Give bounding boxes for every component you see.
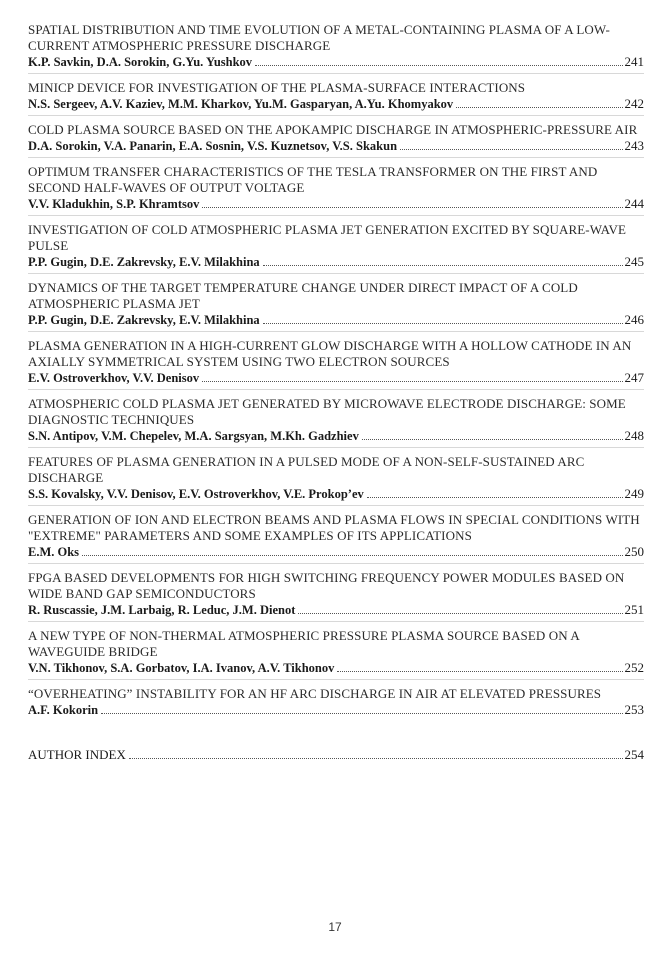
toc-entry	[28, 686, 644, 721]
entry-page-number: 252	[624, 660, 644, 675]
entry-authors: P.P. Gugin, D.E. Zakrevsky, E.V. Milakhina	[28, 255, 260, 269]
entry-title: FEATURES OF PLASMA GENERATION IN A PULSED MODE OF A NON-SELF-SUSTAINED ARC DISCHARGE	[28, 454, 585, 485]
entry-authors-line	[28, 428, 644, 444]
dot-leader	[263, 265, 623, 266]
table-of-contents	[28, 22, 644, 763]
dot-leader	[202, 207, 622, 208]
entry-title: ATMOSPHERIC COLD PLASMA JET GENERATED BY MICROWAVE ELECTRODE DISCHARGE: SOME DIAGNOSTIC TECHNIQUES	[28, 396, 626, 427]
entry-authors: E.V. Ostroverkhov, V.V. Denisov	[28, 371, 200, 385]
toc-entry	[28, 512, 644, 564]
toc-entries	[28, 22, 644, 721]
entry-page-number: 244	[624, 196, 644, 211]
toc-entry	[28, 164, 644, 216]
entry-title: PLASMA GENERATION IN A HIGH-CURRENT GLOW DISCHARGE WITH A HOLLOW CATHODE IN AN AXIALLY SYMMETRICAL SYSTEM USING TWO ELECTRON SOURCES	[28, 338, 632, 369]
entry-title: DYNAMICS OF THE TARGET TEMPERATURE CHANGE UNDER DIRECT IMPACT OF A COLD ATMOSPHERIC PLASMA JET	[28, 280, 578, 311]
entry-authors-line	[28, 370, 644, 386]
entry-title: COLD PLASMA SOURCE BASED ON THE APOKAMPIC DISCHARGE IN ATMOSPHERIC-PRESSURE AIR	[28, 122, 638, 137]
entry-authors-line	[28, 196, 644, 212]
entry-authors: V.V. Kladukhin, S.P. Khramtsov	[28, 197, 200, 211]
entry-authors: P.P. Gugin, D.E. Zakrevsky, E.V. Milakhina	[28, 313, 260, 327]
entry-authors-line	[28, 702, 644, 718]
toc-entry	[28, 454, 644, 506]
entry-page-number: 249	[624, 486, 644, 501]
entry-title: FPGA BASED DEVELOPMENTS FOR HIGH SWITCHING FREQUENCY POWER MODULES BASED ON WIDE BAND GAP SEMICONDUCTORS	[28, 570, 625, 601]
entry-title: “OVERHEATING” INSTABILITY FOR AN HF ARC DISCHARGE IN AIR AT ELEVATED PRESSURES	[28, 686, 602, 701]
entry-page-number: 245	[624, 254, 644, 269]
entry-authors: R. Ruscassie, J.M. Larbaig, R. Leduc, J.M. Dienot	[28, 603, 296, 617]
entry-page-number: 246	[624, 312, 644, 327]
dot-leader	[202, 381, 622, 382]
dot-leader	[255, 65, 622, 66]
entry-authors-line	[28, 660, 644, 676]
entry-page-number: 243	[624, 138, 644, 153]
toc-entry	[28, 222, 644, 274]
entry-authors-line	[28, 96, 644, 112]
entry-page-number: 242	[624, 96, 644, 111]
dot-leader	[101, 713, 622, 714]
entry-authors-line	[28, 254, 644, 270]
author-index-label: AUTHOR INDEX	[28, 747, 126, 762]
entry-page-number: 250	[624, 544, 644, 559]
entry-page-number: 247	[624, 370, 644, 385]
entry-title: GENERATION OF ION AND ELECTRON BEAMS AND PLASMA FLOWS IN SPECIAL CONDITIONS WITH "EXTREME" PARAMETERS AND SOME EXAMPLES OF ITS APPLICATIONS	[28, 512, 640, 543]
entry-authors: E.M. Oks	[28, 545, 80, 559]
entry-title: INVESTIGATION OF COLD ATMOSPHERIC PLASMA JET GENERATION EXCITED BY SQUARE-WAVE PULSE	[28, 222, 626, 253]
entry-authors-line	[28, 138, 644, 154]
dot-leader	[362, 439, 623, 440]
entry-page-number: 248	[624, 428, 644, 443]
toc-entry	[28, 628, 644, 680]
dot-leader	[456, 107, 622, 108]
dot-leader	[82, 555, 622, 556]
dot-leader	[129, 758, 623, 759]
toc-entry	[28, 338, 644, 390]
entry-title: MINICP DEVICE FOR INVESTIGATION OF THE PLASMA-SURFACE INTERACTIONS	[28, 80, 526, 95]
author-index-page: 254	[624, 747, 644, 762]
entry-authors-line	[28, 486, 644, 502]
dot-leader	[263, 323, 623, 324]
toc-entry	[28, 396, 644, 448]
footer-page-number: 17	[328, 920, 342, 934]
entry-title: A NEW TYPE OF NON-THERMAL ATMOSPHERIC PRESSURE PLASMA SOURCE BASED ON A WAVEGUIDE BRIDGE	[28, 628, 580, 659]
entry-authors: A.F. Kokorin	[28, 703, 99, 717]
entry-authors-line	[28, 312, 644, 328]
dot-leader	[400, 149, 622, 150]
entry-authors: V.N. Tikhonov, S.A. Gorbatov, I.A. Ivanov, A.V. Tikhonov	[28, 661, 335, 675]
entry-authors-line	[28, 544, 644, 560]
entry-authors: S.N. Antipov, V.M. Chepelev, M.A. Sargsyan, M.Kh. Gadzhiev	[28, 429, 359, 443]
dot-leader	[367, 497, 623, 498]
toc-entry	[28, 22, 644, 74]
entry-authors-line	[28, 54, 644, 70]
entry-page-number: 253	[624, 702, 644, 717]
entry-page-number: 241	[624, 54, 644, 69]
entry-title: OPTIMUM TRANSFER CHARACTERISTICS OF THE TESLA TRANSFORMER ON THE FIRST AND SECOND HALF-WAVES OF OUTPUT VOLTAGE	[28, 164, 598, 195]
toc-entry	[28, 280, 644, 332]
author-index-entry	[28, 747, 644, 763]
entry-page-number: 251	[624, 602, 644, 617]
toc-entry	[28, 80, 644, 116]
entry-authors-line	[28, 602, 644, 618]
entry-title: SPATIAL DISTRIBUTION AND TIME EVOLUTION OF A METAL-CONTAINING PLASMA OF A LOW-CURRENT ATMOSPHERIC PRESSURE DISCHARGE	[28, 22, 610, 53]
entry-authors: S.S. Kovalsky, V.V. Denisov, E.V. Ostroverkhov, V.E. Prokop’ev	[28, 487, 364, 501]
entry-authors: K.P. Savkin, D.A. Sorokin, G.Yu. Yushkov	[28, 55, 253, 69]
toc-entry	[28, 122, 644, 158]
dot-leader	[298, 613, 622, 614]
toc-entry	[28, 570, 644, 622]
entry-authors: N.S. Sergeev, A.V. Kaziev, M.M. Kharkov, Yu.M. Gasparyan, A.Yu. Khomyakov	[28, 97, 454, 111]
dot-leader	[337, 671, 622, 672]
entry-authors: D.A. Sorokin, V.A. Panarin, E.A. Sosnin, V.S. Kuznetsov, V.S. Skakun	[28, 139, 398, 153]
